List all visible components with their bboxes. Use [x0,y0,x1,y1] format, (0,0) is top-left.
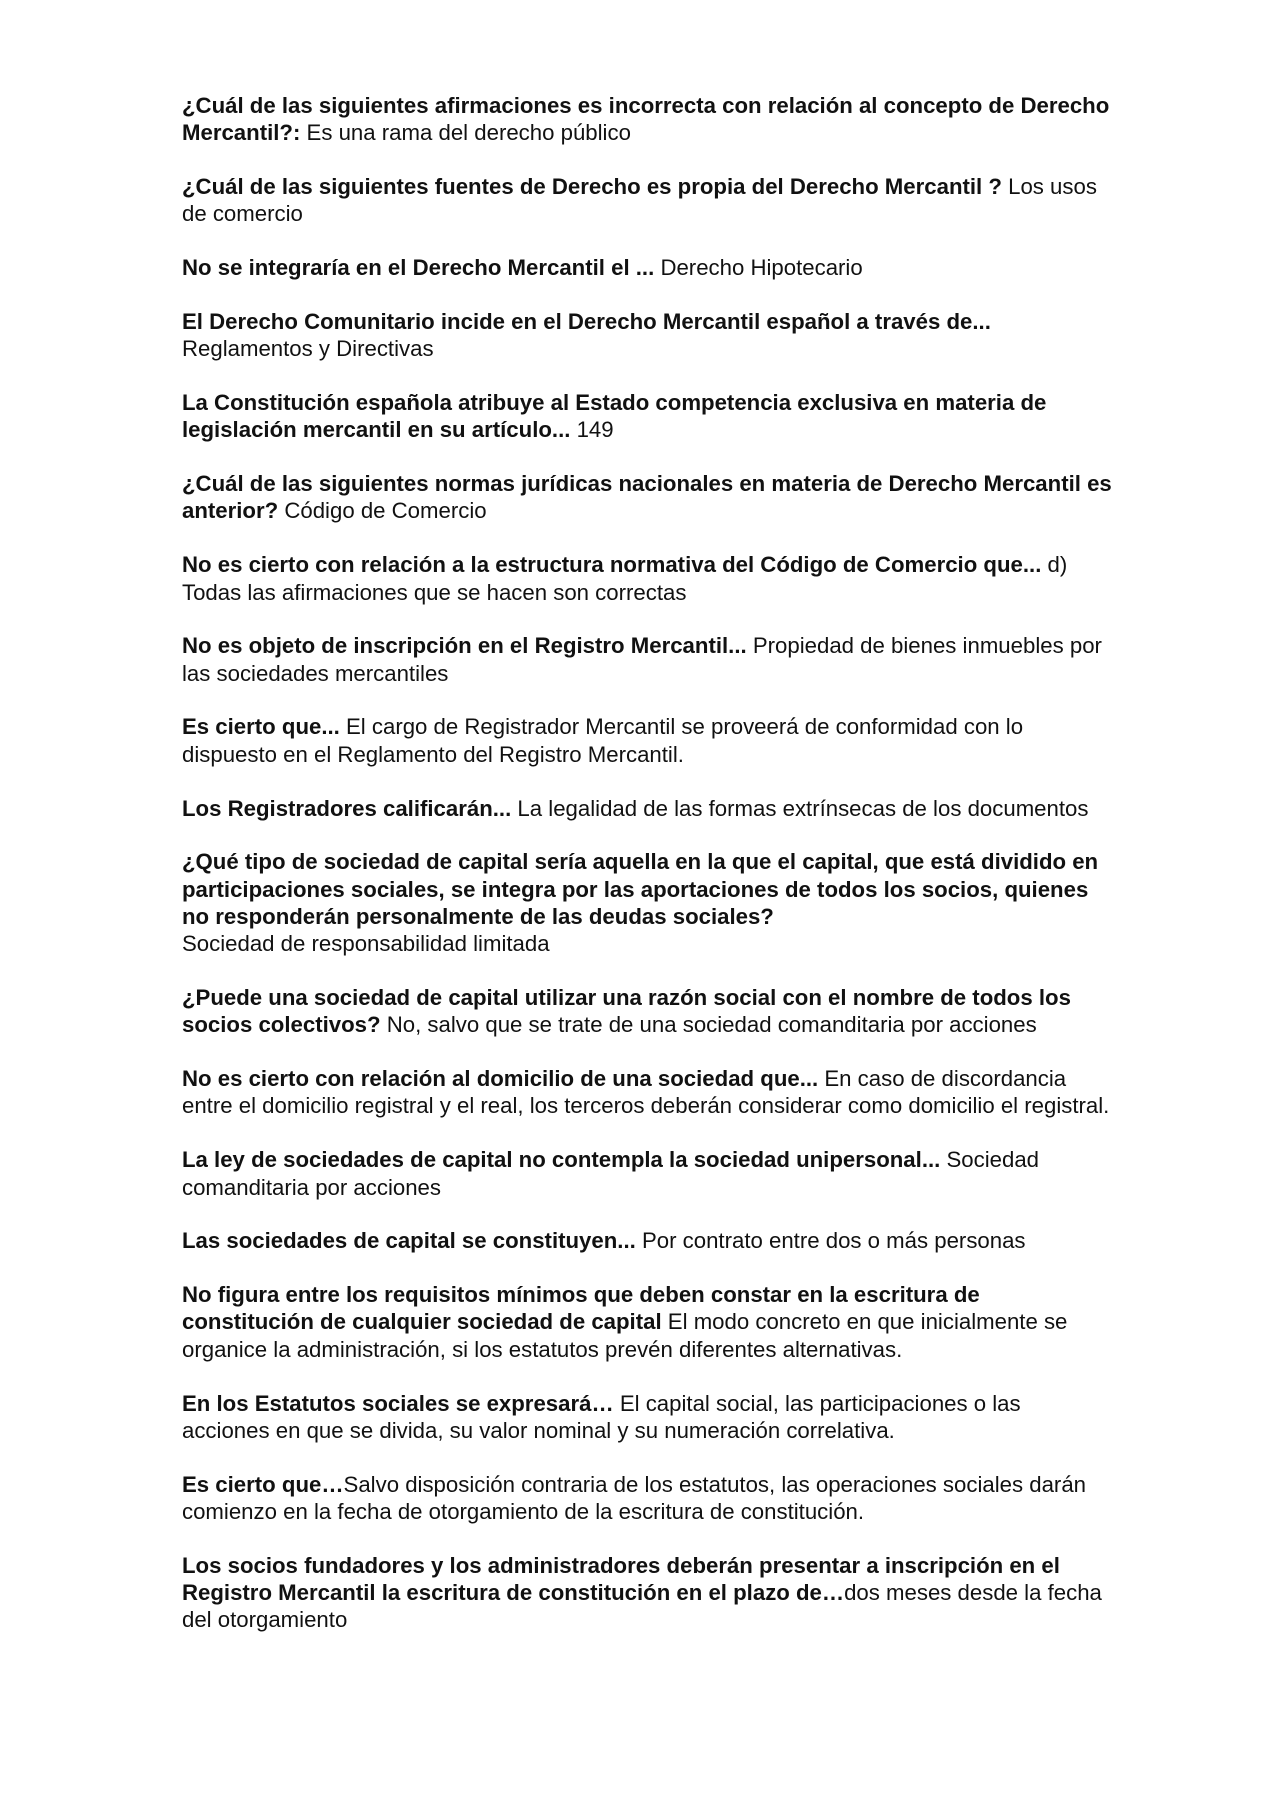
answer-text: Reglamentos y Directivas [182,336,434,362]
question-text: Los socios fundadores y los administradores deberán presentar a inscripción en el Registro Mercantil la escritura de constitución en el plazo de… [182,1552,1060,1605]
answer-text: Es una rama del derecho público [306,120,631,146]
qa-item-2 [182,173,1112,228]
qa-item-18 [182,1471,1112,1526]
question-text: El Derecho Comunitario incide en el Derecho Mercantil español a través de... [182,308,991,334]
qa-item-16 [182,1281,1112,1363]
qa-item-1 [182,92,1112,147]
question-text: ¿Cuál de las siguientes normas jurídicas nacionales en materia de Derecho Mercantil es anterior? [182,471,1112,524]
answer-text: Sociedad de responsabilidad limitada [182,931,550,957]
answer-text: Derecho Hipotecario [660,255,863,281]
qa-item-7 [182,551,1112,606]
answer-text: dos meses desde la fecha del otorgamiento [182,1579,1102,1633]
answer-text: Los usos de comercio [182,174,1097,227]
question-text: No se integraría en el Derecho Mercantil el ... [182,255,655,281]
answer-text: Salvo disposición contraria de los estatutos, las operaciones sociales darán comienzo en la fecha de otorgamiento de la escritura de constitución. [182,1471,1086,1524]
qa-item-19 [182,1552,1112,1634]
question-text: ¿Cuál de las siguientes afirmaciones es incorrecta con relación al concepto de Derecho Mercantil?: [182,93,1110,146]
answer-text: El modo concreto en que inicialmente se organice la administración, si los estatutos prevén diferentes alternativas. [182,1309,1068,1362]
qa-item-10 [182,795,1112,822]
question-text: No es objeto de inscripción en el Registro Mercantil... [182,633,747,659]
answer-text: Sociedad comanditaria por acciones [182,1147,1040,1200]
question-text: Los Registradores calificarán... [182,795,512,821]
question-text: Las sociedades de capital se constituyen... [182,1228,636,1254]
question-text: La ley de sociedades de capital no contempla la sociedad unipersonal... [182,1147,941,1173]
qa-item-6 [182,470,1112,525]
question-text: La Constitución española atribuye al Estado competencia exclusiva en materia de legislación mercantil en su artículo... [182,390,1047,443]
answer-text: Por contrato entre dos o más personas [641,1228,1026,1254]
qa-item-12 [182,984,1112,1039]
question-text: Es cierto que... [182,714,340,740]
question-text: En los Estatutos sociales se expresará… [182,1390,614,1416]
document-page [182,92,1112,1660]
qa-item-14 [182,1146,1112,1201]
question-text: No es cierto con relación al domicilio de una sociedad que... [182,1066,819,1092]
answer-text: d) Todas las afirmaciones que se hacen son correctas [182,552,1068,605]
qa-item-9 [182,713,1112,768]
qa-item-5 [182,389,1112,444]
qa-item-17 [182,1390,1112,1445]
qa-item-11 [182,848,1112,957]
answer-text: La legalidad de las formas extrínsecas de los documentos [517,795,1089,821]
question-text: ¿Qué tipo de sociedad de capital sería aquella en la que el capital, que está dividido en participaciones sociales, se integra por las aportaciones de todos los socios, quienes no responderán personalmente de las deudas sociales? [182,849,1099,929]
qa-item-4 [182,308,1112,363]
question-text: No es cierto con relación a la estructura normativa del Código de Comercio que... [182,552,1042,578]
question-text: Es cierto que… [182,1471,344,1497]
answer-text: El capital social, las participaciones o las acciones en que se divida, su valor nominal y su numeración correlativa. [182,1390,1021,1443]
qa-item-13 [182,1065,1112,1120]
qa-item-3 [182,254,1112,281]
answer-text: 149 [576,417,614,443]
answer-text: Propiedad de bienes inmuebles por las sociedades mercantiles [182,633,1102,686]
question-text: ¿Cuál de las siguientes fuentes de Derecho es propia del Derecho Mercantil ? [182,174,1002,200]
question-text: ¿Puede una sociedad de capital utilizar una razón social con el nombre de todos los socios colectivos? [182,985,1071,1038]
answer-text: El cargo de Registrador Mercantil se proveerá de conformidad con lo dispuesto en el Reglamento del Registro Mercantil. [182,714,1024,767]
question-text: No figura entre los requisitos mínimos que deben constar en la escritura de constitución de cualquier sociedad de capital [182,1282,980,1335]
answer-text: No, salvo que se trate de una sociedad comanditaria por acciones [386,1012,1037,1038]
answer-text: Código de Comercio [284,498,487,524]
qa-item-15 [182,1227,1112,1254]
qa-item-8 [182,632,1112,687]
answer-text: En caso de discordancia entre el domicilio registral y el real, los terceros deberán considerar como domicilio el registral. [182,1066,1110,1119]
